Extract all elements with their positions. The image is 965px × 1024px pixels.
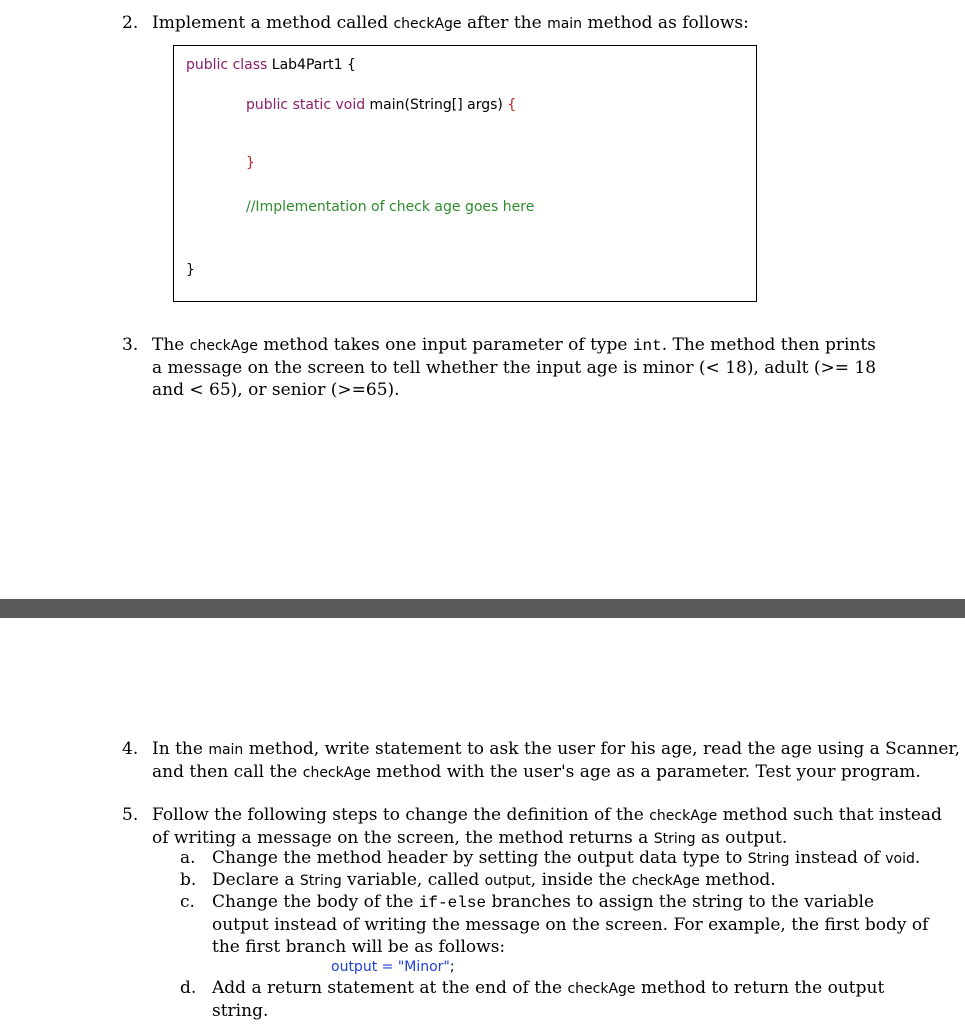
main-declaration: public static void main(String[] args) { bbox=[246, 97, 517, 113]
item-5-text: Follow the following steps to change the definition of the checkAge method such that instead of writing a message on the screen, the method returns a String as output. bbox=[152, 805, 942, 848]
sub-item-label: a. bbox=[180, 848, 196, 868]
sub-item-b-text: Declare a String variable, called output, inside the checkAge method. bbox=[212, 870, 776, 890]
sub-item-a-text: Change the method header by setting the output data type to String instead of void. bbox=[212, 848, 921, 868]
class-declaration: public class Lab4Part1 { bbox=[186, 57, 356, 73]
sub-item-c-text: Change the body of the if-else branches to assign the string to the variable output instead of writing the message on the screen. For example, the first body of the first branch will be as follows: bbox=[212, 892, 929, 957]
example-code-line: output = "Minor"; bbox=[331, 959, 455, 975]
item-number: 4. bbox=[122, 739, 139, 759]
page-separator bbox=[0, 599, 965, 618]
class-close-brace: } bbox=[186, 262, 195, 278]
item-2-text: Implement a method called checkAge after the main method as follows: bbox=[152, 13, 749, 33]
item-3-text: The checkAge method takes one input parameter of type int. The method then prints a message on the screen to tell whether the input age is minor (< 18), adult (>= 18 and < 65), or senior (>=65). bbox=[152, 335, 877, 400]
item-4-text: In the main method, write statement to ask the user for his age, read the age using a Scanner, and then call the checkAge method with the user's age as a parameter. Test your program. bbox=[152, 739, 961, 782]
implementation-comment: //Implementation of check age goes here bbox=[246, 199, 535, 215]
sub-item-label: b. bbox=[180, 870, 197, 890]
sub-item-label: d. bbox=[180, 978, 197, 998]
sub-item-label: c. bbox=[180, 892, 195, 912]
item-number: 3. bbox=[122, 335, 139, 355]
code-box bbox=[173, 45, 757, 302]
main-close-brace: } bbox=[246, 155, 255, 171]
item-number: 2. bbox=[122, 13, 139, 33]
sub-item-d-text: Add a return statement at the end of the checkAge method to return the output string. bbox=[212, 978, 885, 1021]
item-number: 5. bbox=[122, 805, 139, 825]
